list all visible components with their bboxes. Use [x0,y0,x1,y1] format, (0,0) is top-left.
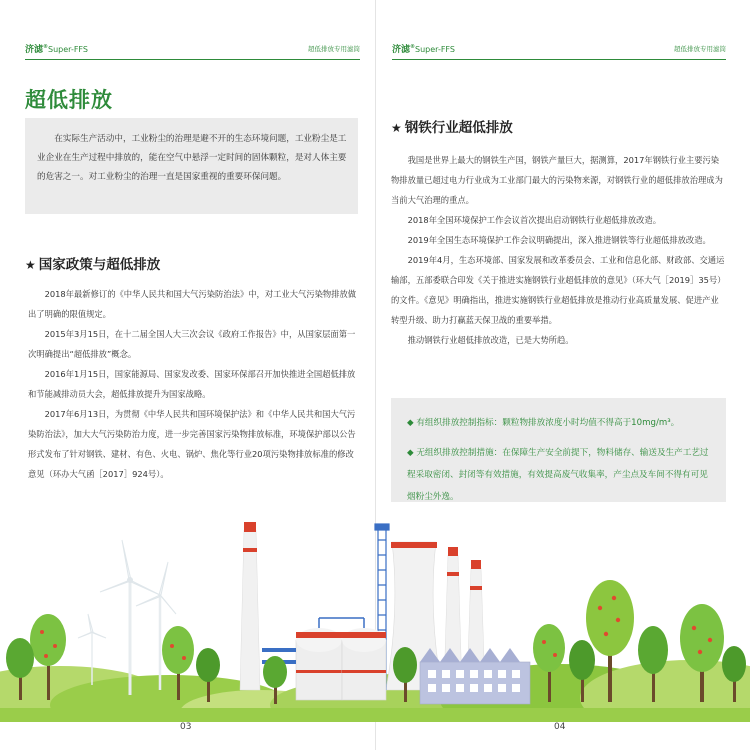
header-tagline: 超低排放专用滤筒 [674,45,726,53]
factory-landscape-illustration [0,500,750,722]
policy-body [28,284,358,484]
section-heading-policy [25,253,160,273]
brand-name-en: Super-FFS [415,45,455,54]
brand-logo [25,42,88,55]
star-icon: ★ [25,258,36,272]
page-header [25,38,360,60]
intro-box [25,118,358,214]
header-tagline: 超低排放专用滤筒 [308,45,360,53]
wind-turbine-icon [136,562,176,690]
registered-mark: ® [43,44,49,50]
paragraph: 我国是世界上最大的钢铁生产国，钢铁产量巨大，据测算，2017年钢铁行业主要污染物排放量已超过电力行业成为工业部门最大的污染物来源，对钢铁行业的超低排放治理成为当前大气治理的重点。 [391,155,723,205]
page-number: 04 [554,722,566,732]
paragraph: 2017年6月13日，为贯彻《中华人民共和国环境保护法》和《中华人民共和国大气污染防治法》，加大大气污染防治力度，进一步完善国家污染物排放标准，环境保护部以公告形式发布了针对钢铁、建材、有色、火电、锅炉、焦化等行业20项污染物排放标准的修改意见（环办大气函［2017］924号）。 [28,409,356,479]
paragraph: 2015年3月15日，在十二届全国人大三次会议《政府工作报告》中，从国家层面第一次明确提出“超低排放”概念。 [28,329,356,359]
section-heading-text: 国家政策与超低排放 [38,257,161,273]
paragraph: 2016年1月15日，国家能源局、国家发改委、国家环保部召开加快推进全国超低排放和节能减排动员大会，超低排放提升为国家战略。 [28,369,356,399]
star-icon: ★ [391,121,402,135]
section-heading-text: 钢铁行业超低排放 [404,120,513,136]
page-header [392,38,726,60]
section-heading-steel [391,116,513,136]
steel-body [391,150,725,350]
chimney-icon [240,522,260,690]
storage-tank-icon [296,628,342,700]
brand-name-cn: 济滤 [392,45,411,55]
brand-name-cn: 济滤 [25,45,44,55]
highlight-fugitive-emission: ◆ 无组织排放控制措施：在保障生产安全前提下，物料储存、输送及生产工艺过程采取密闭、封闭等有效措施，有效提高废气收集率，产尘点及车间不得有可见烟粉尘外逸。 [407,448,709,502]
paragraph: 2018年全国环境保护工作会议首次提出启动钢铁行业超低排放改造。 [407,215,662,225]
intro-text: 在实际生产活动中，工业粉尘的治理是避不开的生态环境问题，工业粉尘是工业企业在生产过程中排放的，能在空气中悬浮一定时间的固体颗粒，是对人体主要的危害之一。对工业粉尘的治理一直是国家重视的重要环保问题。 [37,134,347,182]
brand-name-en: Super-FFS [48,45,88,54]
brand-logo [392,42,455,55]
highlight-organized-emission: ◆ 有组织排放控制指标：颗粒物排放浓度小时均值不得高于10mg/m³。 [407,418,680,428]
paragraph: 2018年最新修订的《中华人民共和国大气污染防治法》中，对工业大气污染物排放做出了明确的限值规定。 [28,289,357,319]
storage-tank-icon [342,628,386,700]
page-title: 超低排放 [25,88,113,112]
paragraph: 2019年4月，生态环境部、国家发展和改革委员会、工业和信息化部、财政部、交通运输部，五部委联合印发《关于推进实施钢铁行业超低排放的意见》（环大气［2019］35号）的文件。《意见》明确指出，推进实施钢铁行业超低排放是推动行业高质量发展、促进产业转型升级、助力打赢蓝天保卫战的重要举措。 [391,255,725,325]
paragraph: 推动钢铁行业超低排放改造，已是大势所趋。 [407,335,574,345]
page-number: 03 [180,722,192,732]
paragraph: 2019年全国生态环境保护工作会议明确提出，深入推进钢铁等行业超低排放改造。 [407,235,711,245]
registered-mark: ® [410,44,416,50]
emission-highlights-box [391,398,726,502]
